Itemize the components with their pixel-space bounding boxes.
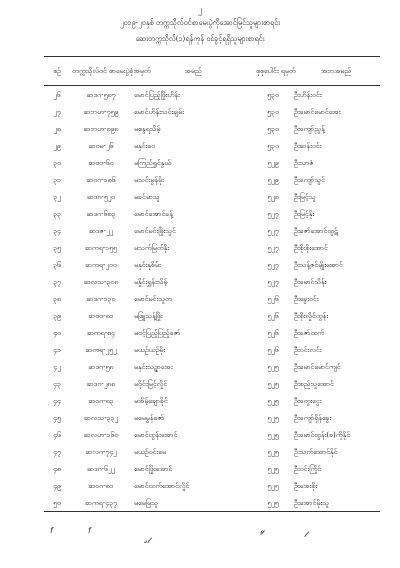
cell-no: ၃၉ (53, 311, 61, 320)
cell-no: ၄၆ (53, 430, 61, 439)
cell-father-name: ဦးသက်အောင်နိုင် (294, 447, 338, 456)
table-row (44, 86, 380, 104)
cell-total: ၅၂၆ (267, 345, 279, 354)
cell-no: ၄၉ (53, 481, 61, 490)
table-row (44, 188, 380, 205)
cell-exam-id: ဆဘဟ-၇၅၉ (83, 107, 119, 116)
cell-exam-id: ဆဗဗ-၈၁ (88, 311, 114, 320)
cell-name: မနှင်းသဉ္ဇာအေး (134, 362, 173, 371)
cell-name: မမေမွန်ဇော် (134, 413, 165, 422)
table-row (44, 171, 380, 188)
table-row (44, 273, 380, 290)
cell-father-name: ဦးကျော်သွင် (294, 175, 325, 184)
cell-father-name: ဦးအောင်မိုးသူ (292, 494, 380, 512)
cell-exam-id: ဆဒဂ-၅၈ (88, 362, 114, 371)
cell-father-name: ဦးဇော်ထက် (294, 328, 325, 337)
table-row (44, 307, 380, 324)
cell-no: ၂၈ (53, 124, 61, 133)
cell-no: ၄၄ (53, 396, 61, 405)
cell-total: ၅၂၇ (267, 277, 279, 286)
column-header-total: စုစုပေါင်း ရမှတ် (254, 57, 292, 86)
cell-total: ၅၃၀ (267, 107, 279, 116)
column-header-exam-id: တက္ကသိုလ်ဝင် စာမေးပွဲခုံအမှတ် (70, 57, 132, 86)
page-number: ၂ (197, 5, 203, 15)
cell-no: ၅၀ (44, 494, 70, 512)
table-row (44, 239, 380, 256)
cell-father-name: ဦးမောင်သိန်း (294, 277, 327, 286)
table-header-row (44, 57, 380, 86)
cell-no: ၃၀ (53, 158, 61, 167)
cell-father-name: ဦးခွေးဝင်း (294, 294, 319, 303)
cell-total: ၅၂၇ (267, 260, 279, 269)
cell-total: ၅၂၅ (254, 494, 292, 512)
table-row (44, 154, 380, 171)
table-row (44, 375, 380, 392)
cell-name: မဖြူသန့်ဖြိုး (134, 311, 163, 320)
cell-father-name: ဦးအေးစိုး (294, 481, 318, 490)
table-row (44, 443, 380, 460)
cell-father-name: ဦးမြင့်သူ (294, 192, 316, 201)
cell-name: မသက်မြတ်နိုး (134, 243, 169, 252)
cell-exam-id: ဆဒဂ-၂၈၈ (86, 379, 116, 388)
cell-total: ၅၂၆ (267, 311, 279, 320)
cell-name: မောင်ဖြိုးအောင် (134, 464, 173, 473)
cell-exam-id: ဆဒဂ-၆၈၃ (86, 209, 116, 218)
table-row (44, 494, 380, 512)
signature-mark: f (50, 526, 53, 535)
table-row (44, 120, 380, 137)
cell-total: ၅၂၉ (267, 158, 279, 167)
cell-exam-id: ဆလသ-၃၀၈ (83, 277, 119, 286)
cell-total: ၅၂၅ (267, 464, 279, 473)
cell-name: မသင်းမွန်မိုး (134, 175, 164, 184)
table-row (44, 460, 380, 477)
table-row (44, 477, 380, 494)
cell-father-name: ဦးမောင်မောင်အေး (294, 107, 341, 116)
document-heading-line-2: ဆေးတက္ကသိုလ်(၁)ရန်ကုန် ဝင်ခွင့်ရရှိသူများစာရင်း (135, 34, 265, 43)
table-row (44, 324, 380, 341)
signature-mark: f (88, 526, 91, 535)
signature-mark: 𝓎 (260, 526, 265, 535)
cell-exam-id: ဆဝဂ-၈၃ (88, 396, 114, 405)
cell-total: ၅၂၈ (267, 192, 279, 201)
cell-no: ၄၃ (53, 379, 61, 388)
cell-name: မအိမ့်ချောခိုင် (134, 396, 168, 405)
cell-exam-id: ဆဝမ-၂၆ (88, 141, 114, 150)
cell-father-name: ဦးတွေးငွေး (294, 396, 322, 405)
cell-total: ၅၂၅ (267, 413, 279, 422)
cell-total: ၅၂၅ (267, 379, 279, 388)
cell-no: ၃၅ (53, 243, 61, 252)
table-row (44, 341, 380, 358)
cell-no: ၂၉ (53, 141, 61, 150)
cell-total: ၅၃၀ (267, 124, 279, 133)
cell-exam-id: ဆကရ-၄၃၇ (70, 494, 132, 512)
cell-no: ၄၁ (53, 345, 61, 354)
cell-father-name: ဦးကျော်ညွန့် (294, 124, 325, 133)
table-row (44, 392, 380, 409)
cell-exam-id: ဆဒဇ-၂၂ (89, 226, 113, 235)
cell-name: မနှိုင်းရွှန်းသိမ့် (134, 277, 168, 286)
cell-exam-id: ဆကရ-၂၅၂ (85, 345, 117, 354)
table-row (44, 256, 380, 273)
table-row (44, 222, 380, 239)
cell-name: မနှင်းနုစိမ်း (134, 260, 161, 269)
cell-exam-id: ဆကရ-၁၅၅ (85, 243, 117, 252)
cell-name: မောင်ပြည့်ဖြိုးဟိန်း (134, 90, 180, 99)
cell-no: ၄၂ (53, 362, 61, 371)
cell-exam-id: ဆဝဂ-၁၈၆ (86, 175, 116, 184)
cell-no: ၃၃ (53, 209, 61, 218)
cell-name: မောင်မင်းဖြိုးသွင် (134, 226, 176, 235)
cell-exam-id: ဆဒဂ-၅၂၀ (86, 192, 116, 201)
cell-father-name: ဦးစည်သူအောင် (294, 379, 334, 388)
cell-total: ၅၃၀ (267, 141, 279, 150)
cell-name: မောင်ထွန်းအောင် (134, 430, 178, 439)
cell-no: ၄၀ (53, 328, 61, 337)
table-row (44, 205, 380, 222)
cell-name: မကြည်ရွှင်နွယ် (134, 158, 172, 167)
signature-mark: 𝓈𝓁 (144, 536, 150, 545)
cell-father-name: ဦးသာဇံ (294, 158, 314, 167)
cell-no: ၂၇ (53, 107, 61, 116)
cell-total: ၅၂၅ (267, 430, 279, 439)
cell-father-name: ဦးစိုးလှိုင်ထွန်း (294, 311, 328, 320)
table-row (44, 290, 380, 307)
cell-total: ၅၃၀ (267, 90, 279, 99)
results-table (44, 56, 380, 512)
table-row (44, 358, 380, 375)
cell-total: ၅၂၉ (267, 175, 279, 184)
cell-father-name: ဦးဇော်အောင်ထွဋ် (294, 226, 338, 235)
cell-name: မခင်မာသူ (134, 192, 160, 201)
column-header-no: စဉ် (44, 57, 70, 86)
cell-total: ၅၂၆ (267, 328, 279, 337)
cell-father-name: ဦးမောင်ထွန်း(ခ)ကိုနိုင် (294, 430, 351, 439)
cell-exam-id: ဆဒဂ-၅၈၇ (86, 90, 116, 99)
cell-exam-id: ဆလသ-၃၃၂ (84, 413, 118, 422)
cell-total: ၅၂၇ (267, 209, 279, 218)
cell-father-name: ဦးဆန်းဝင်း (294, 141, 322, 150)
cell-total: ၅၂၇ (267, 243, 279, 252)
cell-father-name: ဦးမောင်မောင်ကျင် (294, 362, 341, 371)
cell-no: ၃၈ (53, 294, 61, 303)
cell-father-name: ဦးစိုးစိုးအောင် (294, 243, 328, 252)
cell-no: ၃၁ (53, 175, 61, 184)
cell-name: မောင်ဟိန်းသင်းချမ်း (134, 107, 185, 116)
cell-name: မစန္ဒရသိမ့် (134, 124, 161, 133)
cell-no: ၃၇ (53, 277, 61, 286)
cell-name: မဝိုင်းမြင့်လှိုင် (134, 379, 168, 388)
cell-father-name: ဦးကျော်ရှိန်ခွေး (294, 413, 332, 422)
cell-no: ၃၆ (53, 260, 61, 269)
cell-exam-id: ဆကရ-၂၀၀ (85, 260, 117, 269)
signature-row (44, 524, 360, 554)
cell-exam-id: ဆဝဂ-၈၁ (88, 481, 114, 490)
cell-exam-id: ဆကရ-၈၄ (86, 328, 116, 337)
cell-father-name: ဦးဝင်းလင်း (294, 345, 322, 354)
cell-no: ၃၄ (53, 226, 61, 235)
document-heading-line-1: ၂၀၁၉-၂၀နှစ် တက္ကသိုလ်ဝင်စာမေးပွဲကိုအောင်မြင်သူများစာရင်း (120, 18, 280, 27)
cell-total: ၅၂၅ (267, 362, 279, 371)
cell-name: မယဉ်ယဉ်မိုး (134, 345, 166, 354)
cell-no: ၄၅ (53, 413, 61, 422)
column-header-name: အမည် (132, 57, 254, 86)
cell-no: ၂၆ (53, 90, 61, 99)
cell-father-name: ဦးသန့်ဇင်မျိုးအောင် (294, 260, 343, 269)
cell-name: မနှင်းဝေ (134, 141, 156, 150)
cell-total: ၅၂၅ (267, 481, 279, 490)
table-row (44, 426, 380, 443)
cell-exam-id: ဆဘဟ-၈၉၈ (83, 124, 119, 133)
cell-total: ၅၂၇ (267, 226, 279, 235)
cell-father-name: ဦးဟိန်းဝင်း (294, 90, 322, 99)
column-header-father: အဘအမည် (292, 57, 380, 86)
cell-father-name: ဦးမြင့်နိုး (294, 209, 315, 218)
cell-exam-id: ဆလဂ-၇၄၂ (85, 447, 117, 456)
cell-name: မဝင့်ပြည့်ပြည့်ဇော် (134, 328, 181, 337)
table-row (44, 137, 380, 154)
table-header (44, 57, 380, 86)
cell-exam-id: ဆဒဂ-၆၂၂ (87, 464, 115, 473)
cell-name: မောင်အောင်ခန့် (134, 209, 173, 218)
table-row (44, 103, 380, 120)
cell-total: ၅၂၅ (267, 396, 279, 405)
cell-exam-id: ဆဗဗ-၆၀ (88, 158, 114, 167)
cell-total: ၅၂၆ (267, 294, 279, 303)
cell-father-name: ဦးဝင်းကြိုင် (294, 464, 322, 473)
cell-total: ၅၂၅ (267, 447, 279, 456)
cell-no: ၃၂ (53, 192, 61, 201)
signature-mark: 𝓁 (304, 530, 307, 539)
cell-no: ၄၇ (53, 447, 61, 456)
cell-name: မယဉ်ဝင်းမေ (134, 447, 167, 456)
cell-name: မောင်ထက်အောင်လှိုင် (134, 481, 190, 490)
cell-exam-id: ဆဒဂ-၁၃၀ (86, 294, 116, 303)
cell-no: ၄၈ (53, 464, 61, 473)
table-row (44, 409, 380, 426)
cell-name: မောင်မင်းသူတ (134, 294, 172, 303)
cell-exam-id: ဆလဟ-၁၆၀ (83, 430, 119, 439)
cell-name: မမေမြသူ (132, 494, 254, 512)
table-body (44, 86, 380, 512)
